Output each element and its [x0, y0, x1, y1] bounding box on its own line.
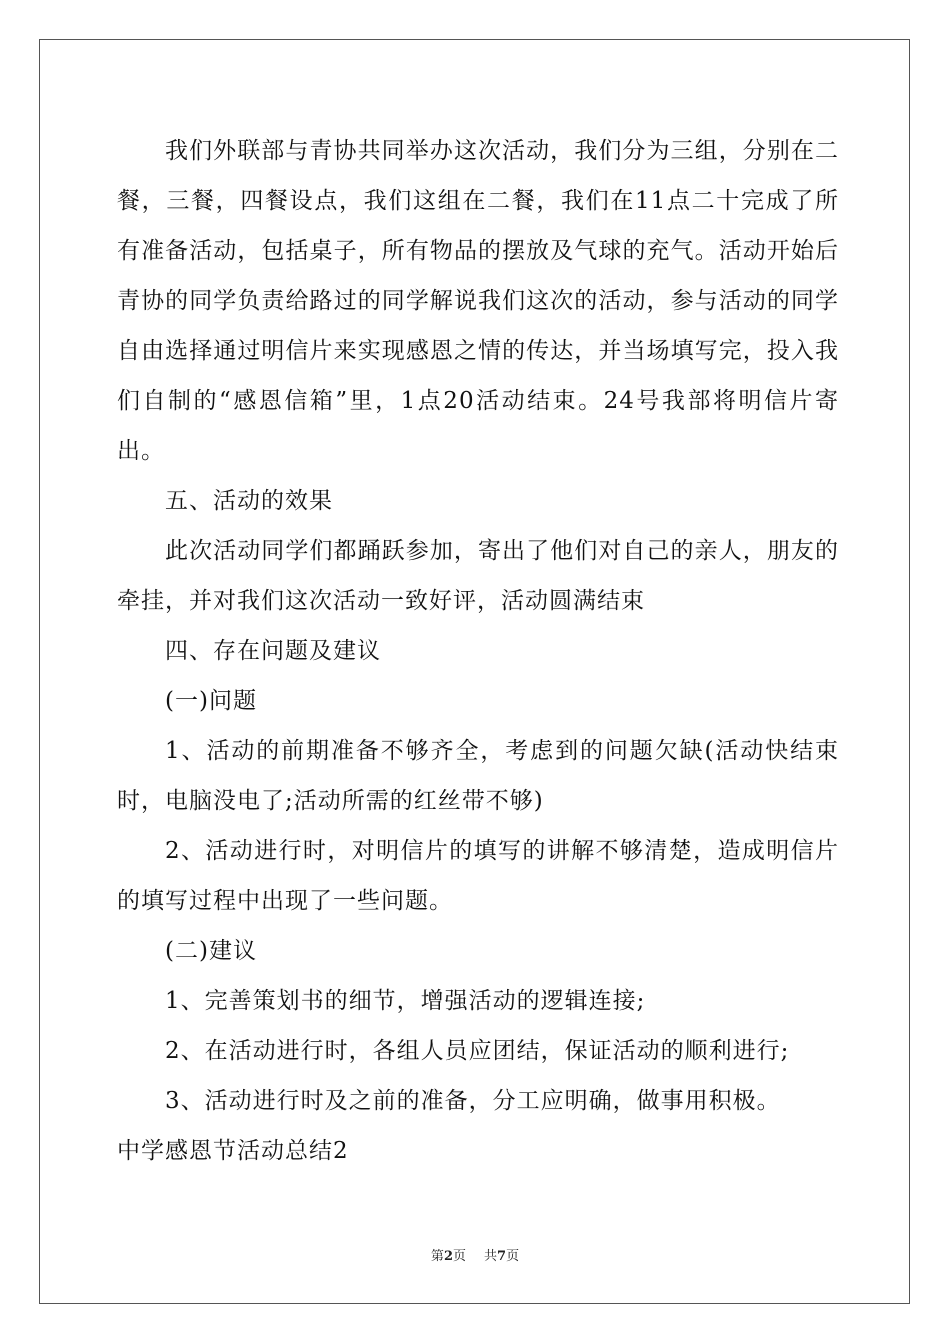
document-body — [117, 126, 839, 1176]
problem-item-1: 1、活动的前期准备不够齐全，考虑到的问题欠缺(活动快结束时，电脑没电了;活动所需的红丝带不够) — [117, 738, 839, 814]
page-prefix: 第 — [430, 1249, 444, 1264]
subheading-suggestions: (二)建议 — [165, 938, 257, 964]
page-footer — [0, 1247, 950, 1267]
heading-activity-effect: 五、活动的效果 — [165, 488, 333, 514]
paragraph-activity-effect: 此次活动同学们都踊跃参加，寄出了他们对自己的亲人，朋友的牵挂，并对我们这次活动一致好评，活动圆满结束 — [117, 538, 839, 614]
section-title-summary-2: 中学感恩节活动总结2 — [117, 1138, 349, 1164]
suggestion-item-3: 3、活动进行时及之前的准备，分工应明确，做事用积极。 — [165, 1088, 781, 1114]
subheading-problems: (一)问题 — [165, 688, 257, 714]
suggestion-item-2: 2、在活动进行时，各组人员应团结，保证活动的顺利进行; — [165, 1038, 790, 1064]
total-suffix: 页 — [506, 1249, 520, 1264]
page-suffix: 页 — [452, 1249, 466, 1264]
page-number: 2 — [443, 1249, 453, 1264]
total-pages: 7 — [497, 1249, 507, 1264]
suggestion-item-1: 1、完善策划书的细节，增强活动的逻辑连接; — [165, 988, 646, 1014]
problem-item-2: 2、活动进行时，对明信片的填写的讲解不够清楚，造成明信片的填写过程中出现了一些问题。 — [117, 838, 839, 914]
heading-problems-suggestions: 四、存在问题及建议 — [165, 638, 381, 664]
total-prefix: 共 — [484, 1249, 498, 1264]
paragraph-activity-process: 我们外联部与青协共同举办这次活动，我们分为三组，分别在二餐，三餐，四餐设点，我们这组在二餐，我们在11点二十完成了所有准备活动，包括桌子，所有物品的摆放及气球的充气。活动开始后青协的同学负责给路过的同学解说我们这次的活动，参与活动的同学自由选择通过明信片来实现感恩之情的传达，并当场填写完，投入我们自制的“感恩信箱”里，1点20活动结束。24号我部将明信片寄出。 — [117, 138, 839, 464]
